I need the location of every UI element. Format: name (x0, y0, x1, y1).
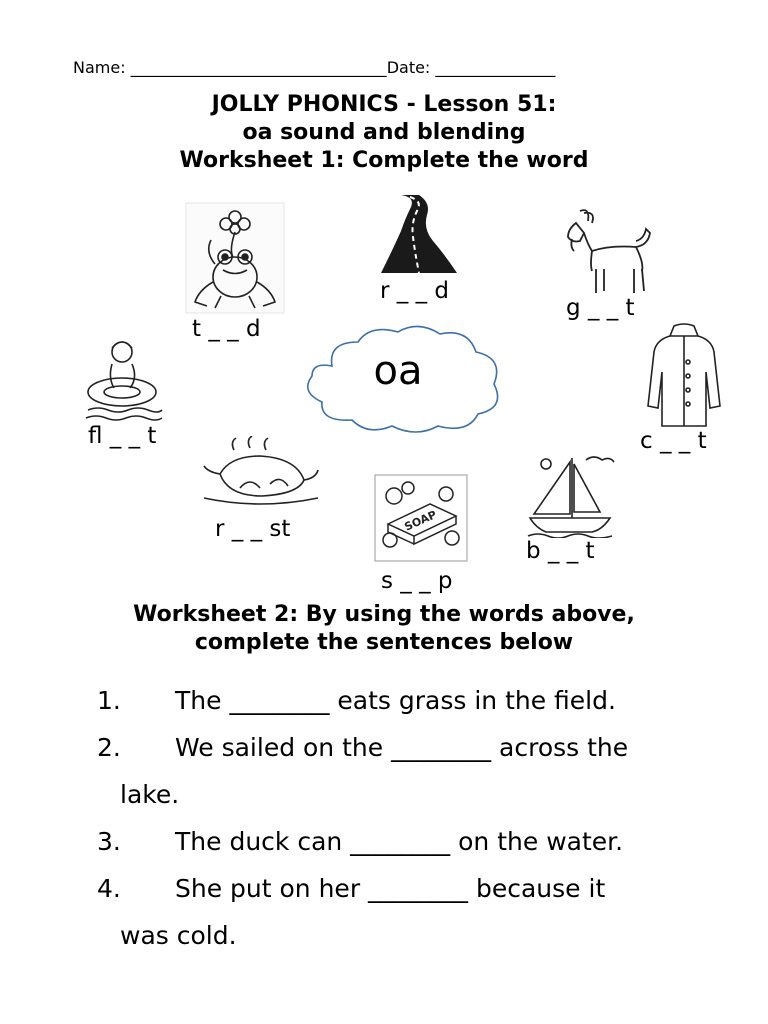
sentence-3 (0, 827, 768, 861)
sentence-text[interactable]: She put on her ________ because it (175, 874, 606, 903)
roast-picture (200, 436, 322, 512)
worksheet-1-title: Worksheet 1: Complete the word (179, 148, 589, 173)
sentence-text[interactable]: The duck can ________ on the water. (175, 827, 624, 856)
float-picture (82, 334, 164, 422)
sentence-2 (0, 733, 768, 767)
sentence-number: 4. (97, 874, 121, 903)
soap-bar-label: SOAP (402, 508, 439, 534)
word-float[interactable]: fl _ _ t (88, 423, 157, 449)
sentence-1 (0, 686, 768, 720)
sentence-number: 1. (97, 686, 121, 715)
word-roast[interactable]: r _ _ st (215, 516, 291, 542)
name-field[interactable]: Name: ________________________________ (73, 58, 387, 77)
road-picture (375, 193, 461, 275)
word-goat[interactable]: g _ _ t (566, 295, 635, 321)
boat-picture (526, 452, 616, 538)
sentence-number: 3. (97, 827, 121, 856)
sentence-text[interactable]: We sailed on the ________ across the (175, 733, 629, 762)
word-coat[interactable]: c _ _ t (640, 428, 707, 454)
word-toad[interactable]: t _ _ d (192, 316, 261, 342)
goat-picture (562, 205, 658, 297)
sentence-number: 2. (97, 733, 121, 762)
center-sound: oa (373, 348, 423, 394)
name-date-line (73, 58, 555, 77)
lesson-title: JOLLY PHONICS - Lesson 51: (211, 92, 557, 117)
word-boat[interactable]: b _ _ t (526, 538, 595, 564)
sentence-4 (0, 874, 768, 908)
worksheet-2-subtitle: complete the sentences below (194, 630, 574, 655)
soap-picture (374, 474, 468, 562)
lesson-subtitle: oa sound and blending (242, 120, 526, 145)
sentence-4-continuation: was cold. (120, 921, 237, 950)
sentence-text[interactable]: The ________ eats grass in the field. (175, 686, 616, 715)
frog-picture (185, 202, 285, 314)
coat-picture (644, 322, 724, 430)
oa-cloud (298, 318, 512, 436)
sentence-2-continuation: lake. (120, 780, 180, 809)
word-soap[interactable]: s _ _ p (381, 568, 453, 594)
worksheet-2-title: Worksheet 2: By using the words above, (133, 602, 635, 627)
date-field[interactable]: Date: _______________ (386, 58, 556, 77)
word-road[interactable]: r _ _ d (380, 278, 449, 304)
